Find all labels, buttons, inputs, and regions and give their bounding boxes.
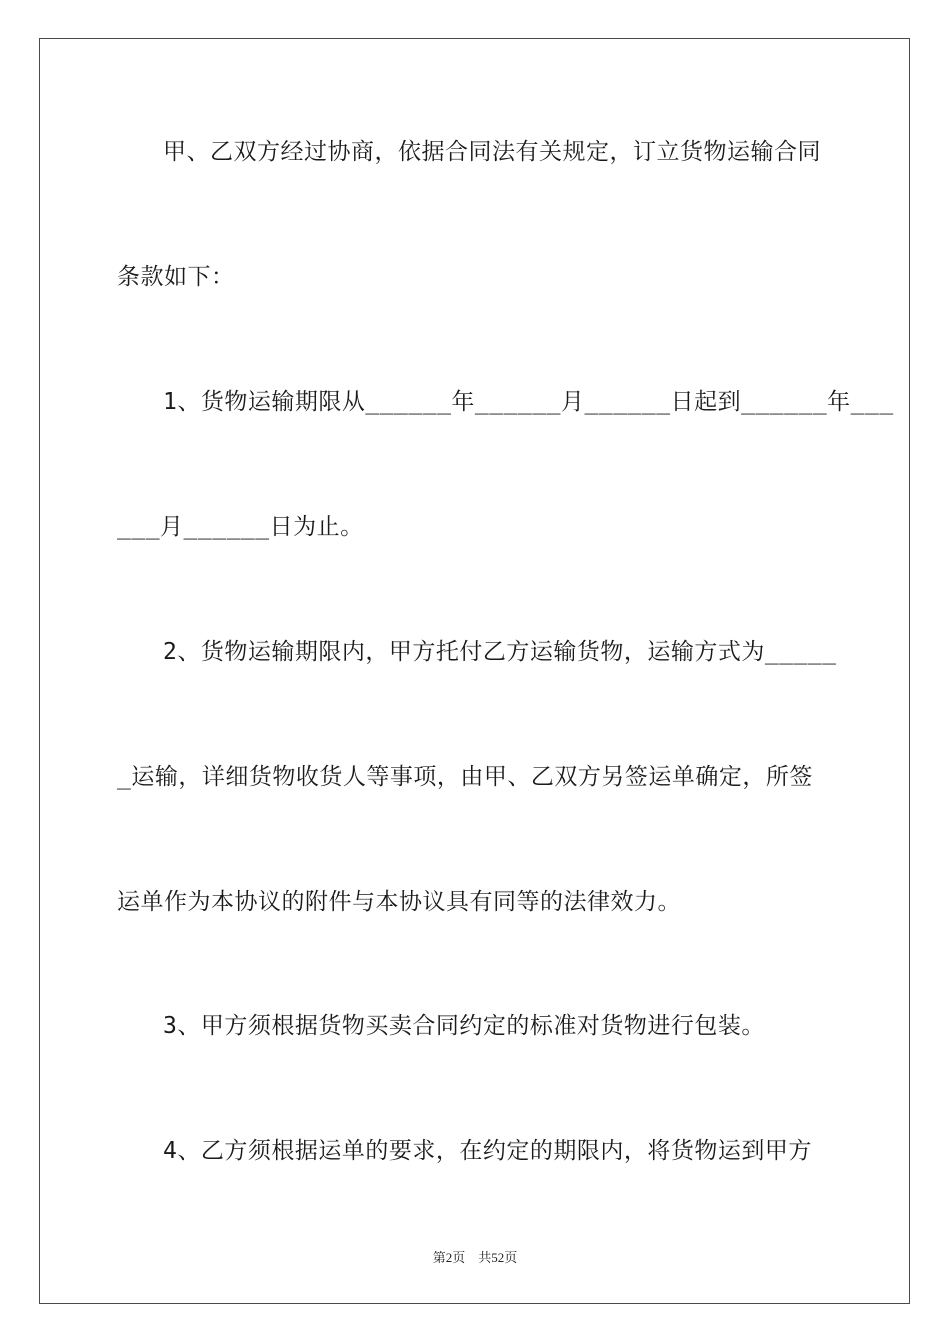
paragraph-line: 条款如下： (117, 264, 235, 290)
paragraph-line: ___月______日为止。 (117, 514, 364, 540)
paragraph-line: 运单作为本协议的附件与本协议具有同等的法律效力。 (117, 889, 681, 915)
page-frame (39, 38, 910, 1304)
paragraph-line: _运输，详细货物收货人等事项，由甲、乙双方另签运单确定，所签 (117, 764, 813, 790)
paragraph-line: 4、乙方须根据运单的要求，在约定的期限内，将货物运到甲方 (163, 1138, 812, 1164)
page-footer (0, 1247, 950, 1266)
paragraph-line: 2、货物运输期限内，甲方托付乙方运输货物，运输方式为_____ (163, 639, 837, 665)
page-total: 共52页 (478, 1250, 518, 1265)
page-number: 第2页 (432, 1250, 466, 1265)
paragraph-line: 甲、乙双方经过协商，依据合同法有关规定，订立货物运输合同 (163, 139, 821, 165)
paragraph-line: 3、甲方须根据货物买卖合同约定的标准对货物进行包装。 (163, 1013, 765, 1039)
paragraph-line: 1、货物运输期限从______年______月______日起到______年___ (163, 389, 894, 415)
